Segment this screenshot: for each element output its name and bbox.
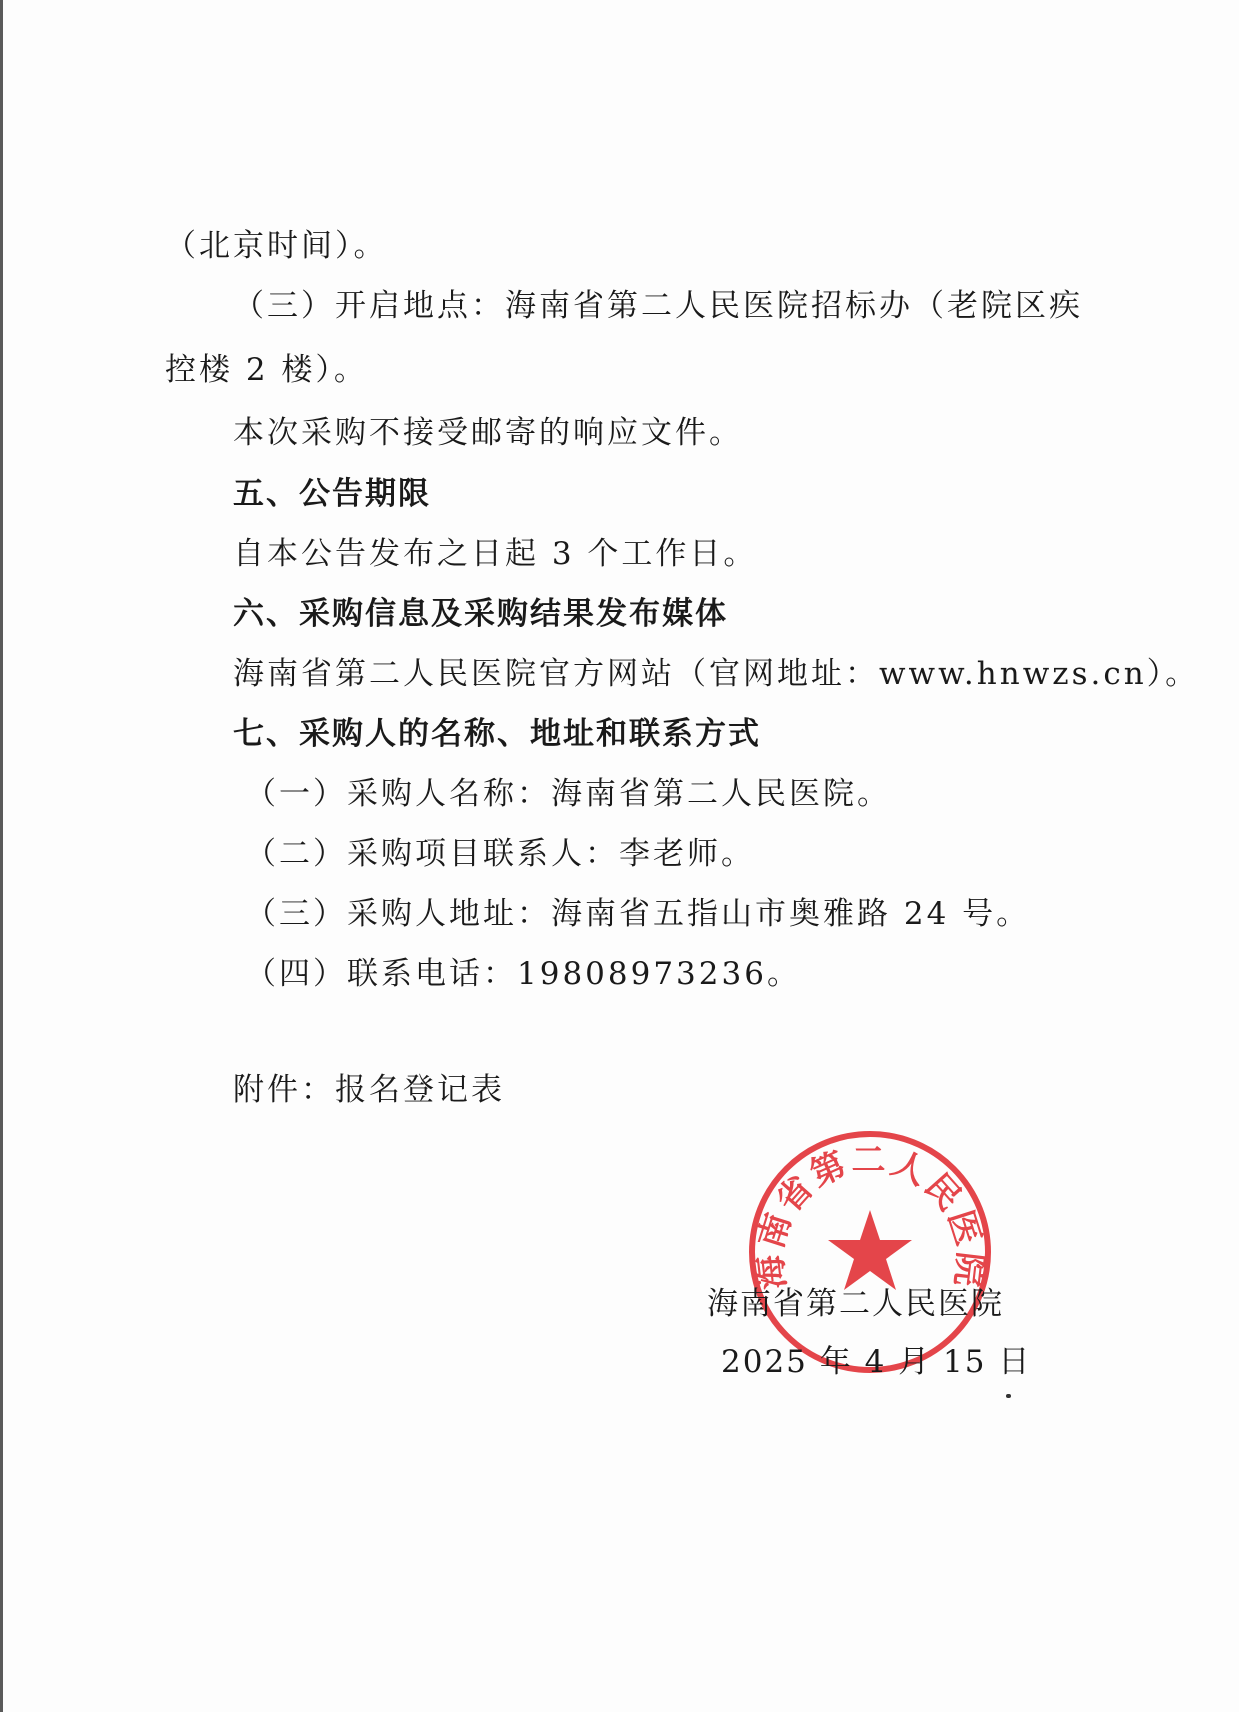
body-line: 自本公告发布之日起 3 个工作日。 (233, 536, 758, 572)
signature-date: 2025 年 4 月 15 日 (721, 1344, 1032, 1380)
body-line: 海南省第二人民医院官方网站（官网地址：www.hnwzs.cn）。 (233, 656, 1200, 692)
body-line: 控楼 2 楼）。 (165, 352, 368, 388)
signature-org: 海南省第二人民医院 (707, 1286, 1004, 1322)
attachment-line: 附件：报名登记表 (233, 1072, 505, 1108)
section-heading: 七、采购人的名称、地址和联系方式 (233, 716, 761, 752)
contact-line: （三）采购人地址：海南省五指山市奥雅路 24 号。 (245, 896, 1031, 932)
contact-line: （一）采购人名称：海南省第二人民医院。 (245, 776, 891, 812)
body-line: （北京时间）。 (165, 228, 388, 264)
scan-speck (1006, 1394, 1011, 1398)
contact-line: （四）联系电话：19808973236。 (245, 956, 801, 992)
seal-star-icon (828, 1210, 912, 1290)
body-line: （三）开启地点：海南省第二人民医院招标办（老院区疾 (233, 288, 1083, 324)
seal-text: 海南省第二人民医院 (749, 1140, 991, 1292)
contact-line: （二）采购项目联系人：李老师。 (245, 836, 755, 872)
body-line: 本次采购不接受邮寄的响应文件。 (233, 415, 743, 451)
section-heading: 五、公告期限 (233, 476, 431, 512)
official-seal (746, 1128, 994, 1376)
section-heading: 六、采购信息及采购结果发布媒体 (233, 596, 728, 632)
scan-edge (0, 0, 3, 1712)
